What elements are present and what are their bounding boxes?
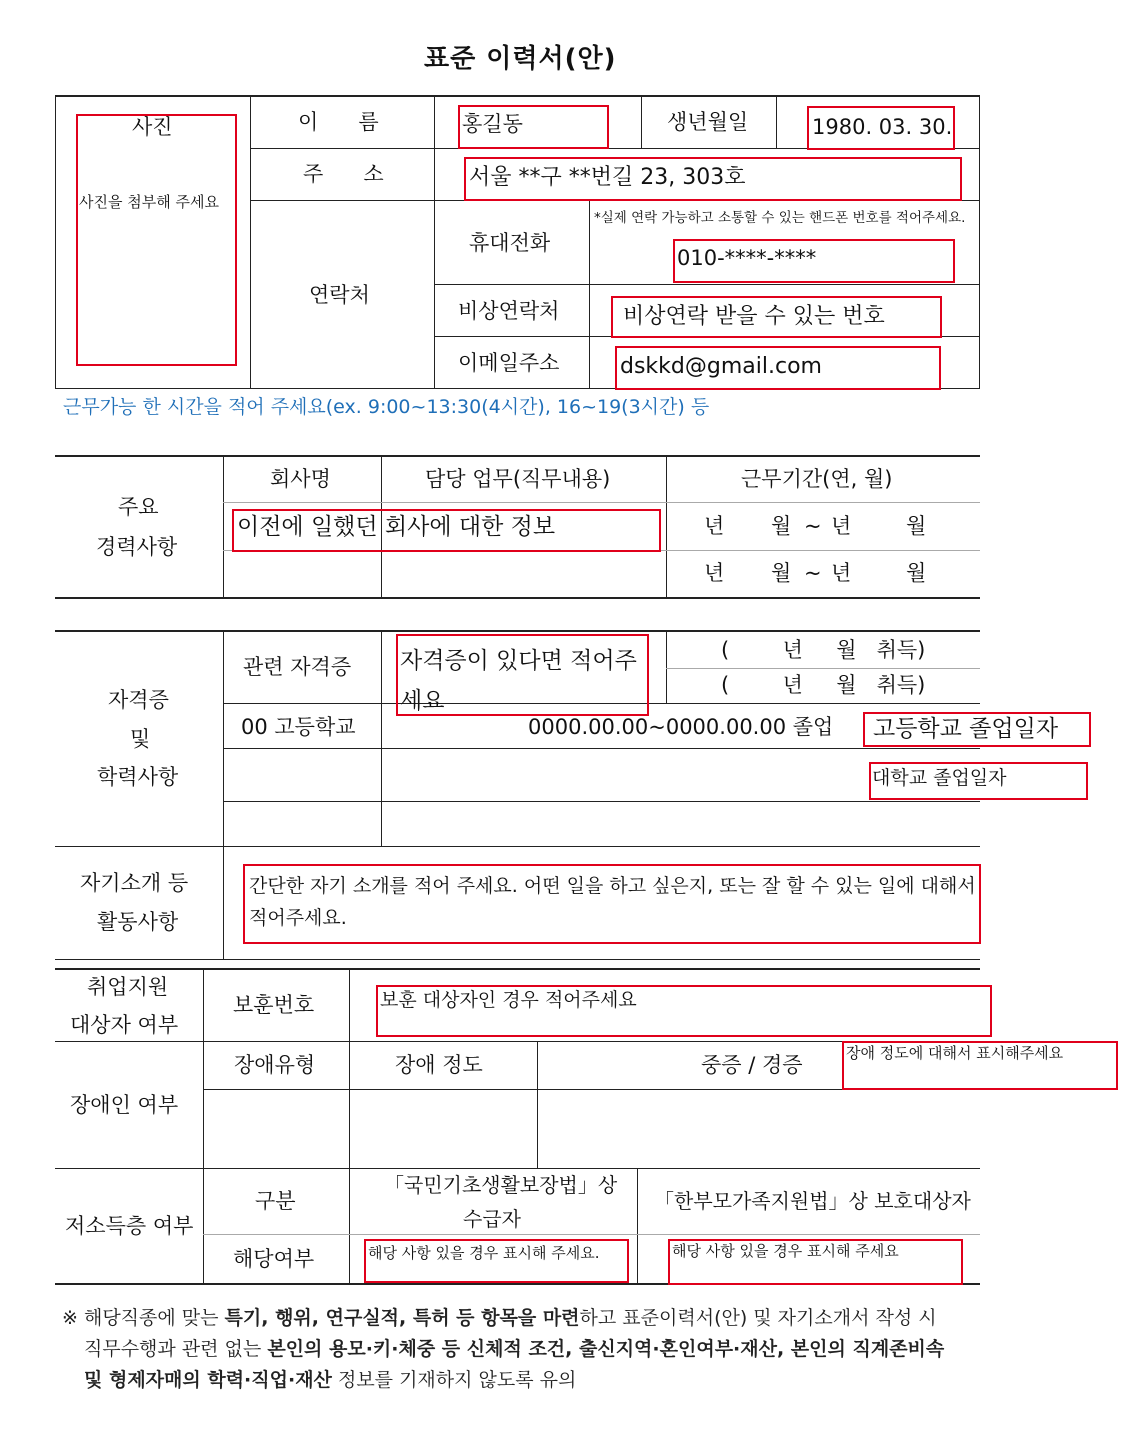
disability-col-severity[interactable]: 중증 / 경증: [701, 1053, 803, 1077]
mobile-value[interactable]: 010-****-****: [677, 246, 817, 270]
name-label: 이 름: [298, 110, 379, 134]
intro-highlight: [243, 864, 981, 944]
period-month-start: 월: [771, 561, 792, 585]
emergency-value[interactable]: 비상연락 받을 수 있는 번호: [623, 304, 885, 329]
emergency-highlight: [611, 296, 942, 338]
univ-note-highlight: [869, 762, 1088, 800]
period-month-end: 월: [906, 514, 927, 538]
qualification-section-label-1: 자격증: [108, 688, 169, 712]
period-month-end: 월: [906, 561, 927, 585]
address-value[interactable]: 서울 **구 **번길 23, 303호: [469, 165, 746, 190]
period-year-end: 년: [831, 514, 852, 538]
photo-label: 사진: [132, 115, 173, 139]
footnote-text-1: 해당직종에 맞는: [83, 1307, 225, 1329]
career-col-duty: 담당 업무(직무내용): [425, 467, 611, 491]
cert-value[interactable]: 자격증이 있다면 적어주세요: [400, 648, 637, 714]
career-col-period: 근무기간(연, 월): [741, 467, 893, 491]
period-year-start: 년: [704, 561, 725, 585]
veteran-label: 보훈번호: [233, 993, 315, 1017]
period-separator: ~: [804, 514, 822, 538]
low-income-row-label: 해당여부: [233, 1247, 315, 1271]
mobile-note: *실제 연락 가능하고 소통할 수 있는 핸드폰 번호를 적어주세요.: [594, 210, 966, 226]
address-highlight: [464, 157, 962, 201]
email-highlight: [615, 346, 941, 390]
disability-note: 장애 정도에 대해서 표시해주세요: [846, 1044, 1064, 1062]
support-section-label-1: 취업지원: [87, 975, 169, 999]
period-month-start: 월: [771, 514, 792, 538]
univ-note: 대학교 졸업일자: [872, 767, 1007, 789]
cert-label: 관련 자격증: [243, 655, 352, 679]
intro-section-label-2: 활동사항: [97, 910, 179, 934]
veteran-value[interactable]: 보훈 대상자인 경우 적어주세요: [380, 989, 637, 1011]
period-year-start: 년: [704, 514, 725, 538]
qualification-section-label-2: 및: [130, 727, 151, 751]
career-row1-value[interactable]: 이전에 일했던 회사에 대한 정보: [237, 514, 556, 540]
email-value[interactable]: dskkd@gmail.com: [620, 354, 822, 379]
period-year-end: 년: [831, 561, 852, 585]
intro-value[interactable]: 간단한 자기 소개를 적어 주세요. 어떤 일을 하고 싶은지, 또는 잘 할 수 있는 일에 대해서 적어주세요.: [249, 875, 976, 929]
cert-acquired-2: ( 년 월 취득): [721, 673, 926, 697]
footnote-bold-2: 본인의 용모·키·체중 등 신체적 조건, 출신지역·혼인여부·재산, 본인의 직계존비속: [267, 1338, 945, 1360]
low-income-basic-highlight: [364, 1239, 629, 1283]
footnote-text-4: 정보를 기재하지 않도록 유의: [331, 1369, 577, 1391]
support-section-label-2: 대상자 여부: [70, 1013, 179, 1037]
cert-acquired-1: ( 년 월 취득): [721, 638, 926, 662]
document-title: 표준 이력서(안): [424, 44, 617, 74]
low-income-col-basic-2: 수급자: [463, 1207, 521, 1231]
intro-section-label-1: 자기소개 등: [80, 871, 189, 895]
disability-col-type: 장애유형: [234, 1053, 316, 1077]
disability-col-degree: 장애 정도: [395, 1053, 483, 1077]
school-period[interactable]: 0000.00.00~0000.00.00 졸업: [528, 715, 834, 739]
career-section-label-1: 주요: [118, 495, 159, 519]
footnote-bold-3: 및 형제자매의 학력·직업·재산: [84, 1369, 332, 1391]
career-row1-highlight: [232, 509, 661, 552]
low-income-single-highlight: [668, 1239, 963, 1285]
mobile-highlight: [673, 239, 955, 283]
low-income-basic-value[interactable]: 해당 사항 있을 경우 표시해 주세요.: [368, 1244, 600, 1262]
contact-label: 연락처: [309, 283, 370, 307]
low-income-single-value[interactable]: 해당 사항 있을 경우 표시해 주세요: [672, 1242, 899, 1260]
name-highlight: [458, 105, 609, 149]
name-value[interactable]: 홍길동: [462, 112, 523, 136]
low-income-col-basic-1: 「국민기초생활보장법」상: [384, 1173, 618, 1197]
hs-note: 고등학교 졸업일자: [873, 716, 1059, 742]
photo-hint: 사진을 첨부해 주세요: [79, 193, 219, 211]
cert-highlight: [396, 634, 649, 716]
disability-section-label: 장애인 여부: [70, 1093, 179, 1117]
emergency-label: 비상연락처: [458, 299, 560, 323]
career-col-company: 회사명: [270, 467, 331, 491]
qualification-section-label-3: 학력사항: [97, 765, 179, 789]
disability-note-highlight: [842, 1041, 1118, 1090]
veteran-highlight: [376, 985, 992, 1037]
birth-value[interactable]: 1980. 03. 30.: [812, 115, 953, 139]
low-income-col-category: 구분: [255, 1189, 296, 1213]
footnote-bold-1: 특기, 행위, 연구실적, 특허 등 항목을 마련: [224, 1307, 580, 1329]
footnote-mark: ※: [62, 1307, 78, 1329]
footnote-text-2: 하고 표준이력서(안) 및 자기소개서 작성 시: [579, 1307, 937, 1329]
address-label: 주 소: [303, 162, 384, 186]
email-label: 이메일주소: [458, 351, 560, 375]
low-income-col-single: 「한부모가족지원법」상 보호대상자: [654, 1189, 971, 1213]
birth-highlight: [807, 106, 955, 150]
career-section-label-2: 경력사항: [96, 535, 178, 559]
period-separator: ~: [804, 561, 822, 585]
work-hours-note: 근무가능 한 시간을 적어 주세요(ex. 9:00~13:30(4시간), 16~19(3시간) 등: [63, 396, 710, 418]
footnote-text-3: 직무수행과 관련 없는: [84, 1338, 268, 1360]
mobile-label: 휴대전화: [469, 231, 551, 255]
hs-note-highlight: [863, 712, 1091, 747]
photo-upload-box[interactable]: [76, 114, 237, 366]
school-label: 00 고등학교: [241, 715, 356, 739]
low-income-section-label: 저소득층 여부: [65, 1214, 194, 1238]
footnote: [62, 1303, 1062, 1396]
birth-label: 생년월일: [667, 110, 749, 134]
